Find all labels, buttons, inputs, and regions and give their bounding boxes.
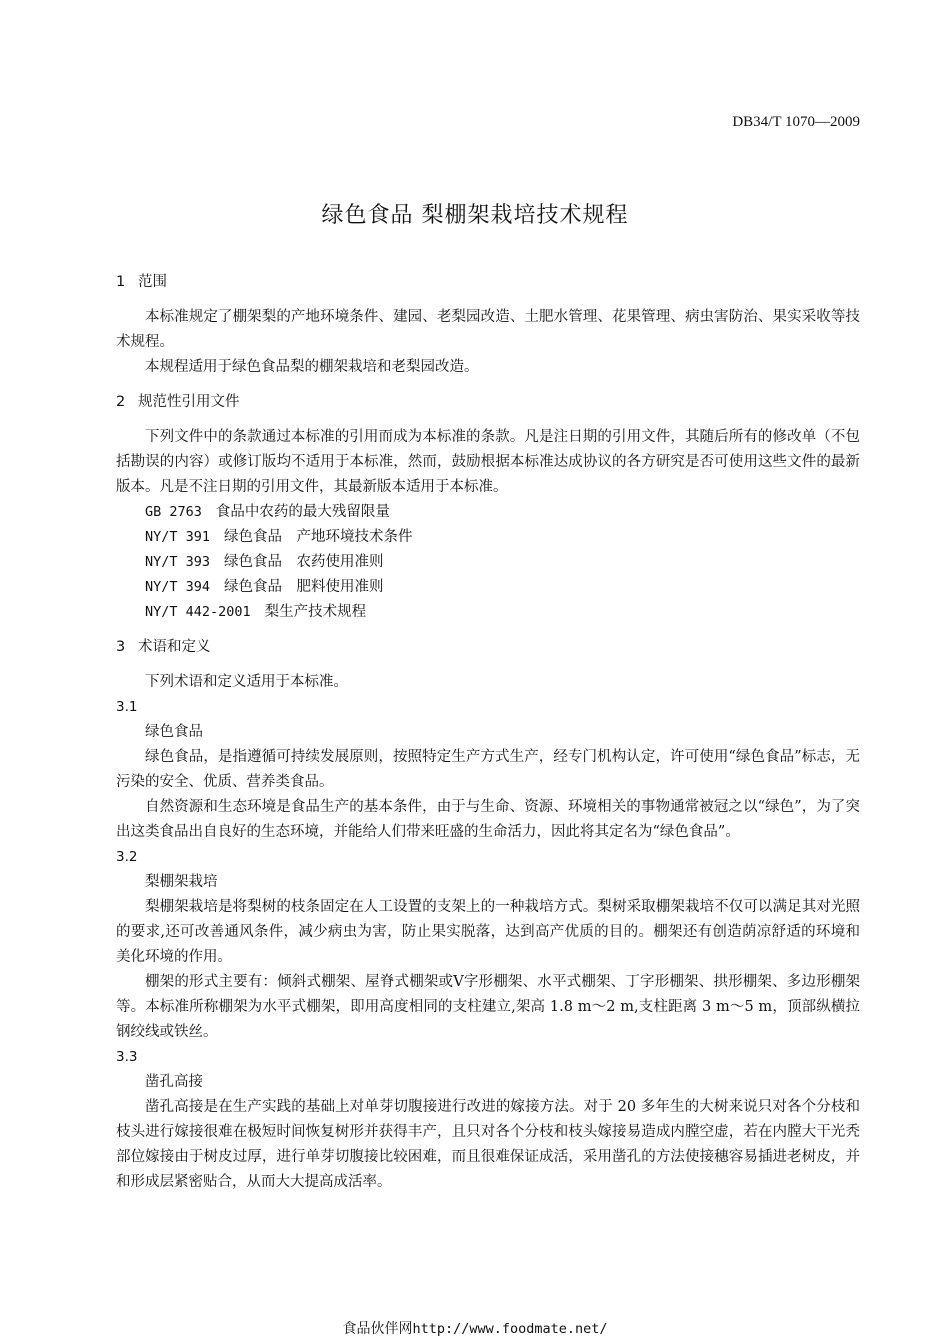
section-title: 范围	[138, 274, 167, 290]
paragraph: 梨棚架栽培是将梨树的枝条固定在人工设置的支架上的一种栽培方式。梨树采取棚架栽培不仅可以满足其对光照的要求,还可改善通风条件，减少病虫为害，防止果实脱落，达到高产优质的目的。棚架还有创造荫凉舒适的环境和美化环境的作用。	[116, 899, 860, 965]
section-title: 术语和定义	[138, 639, 211, 655]
section-heading-normative-references	[116, 390, 860, 415]
reference-item	[116, 575, 860, 600]
paragraph: 绿色食品，是指遵循可持续发展原则，按照特定生产方式生产，经专门机构认定，许可使用“绿色食品”标志，无污染的安全、优质、营养类食品。	[116, 749, 860, 790]
term-number: 3.2	[116, 849, 138, 865]
section-heading-terms-definitions	[116, 635, 860, 660]
reference-code: NY/T 394	[145, 579, 211, 595]
footer-url-link[interactable]: http://www.foodmate.net/	[412, 1321, 608, 1337]
reference-title: 梨生产技术规程	[264, 604, 367, 620]
reference-title: 绿色食品 肥料使用准则	[224, 579, 384, 595]
document-title: 绿色食品 梨棚架栽培技术规程	[321, 203, 629, 228]
term-number: 3.1	[116, 699, 138, 715]
paragraph: 下列文件中的条款通过本标准的引用而成为本标准的条款。凡是注日期的引用文件，其随后所有的修改单（不包括勘误的内容）或修订版均不适用于本标准，然而，鼓励根据本标准达成协议的各方研究是否可使用这些文件的最新版本。凡是不注日期的引用文件，其最新版本适用于本标准。	[116, 429, 860, 495]
reference-item	[116, 500, 860, 525]
document-body	[116, 270, 860, 1195]
reference-code: NY/T 391	[145, 529, 211, 545]
paragraph: 棚架的形式主要有：倾斜式棚架、屋脊式棚架或V字形棚架、水平式棚架、丁字形棚架、拱形棚架、多边形棚架等。本标准所称棚架为水平式棚架，即用高度相同的支柱建立,架高 1.8 m～2 m,支柱距离 3 m～5 m，顶部纵横拉钢绞线或铁丝。	[116, 974, 860, 1040]
section-heading-scope	[116, 270, 860, 295]
reference-code: NY/T 442-2001	[145, 604, 251, 620]
term-number: 3.3	[116, 1049, 138, 1065]
section-number: 1	[116, 274, 126, 290]
reference-item	[116, 525, 860, 550]
section-title: 规范性引用文件	[138, 394, 240, 410]
paragraph: 凿孔高接是在生产实践的基础上对单芽切腹接进行改进的嫁接方法。对于 20 多年生的大树来说只对各个分枝和枝头进行嫁接很难在极短时间恢复树形并获得丰产，且只对各个分枝和枝头嫁接易造成内膛空虚，若在内膛大干光秃部位嫁接由于树皮过厚，进行单芽切腹接比较困难，而且很难保证成活，采用凿孔的方法使接穗容易插进老树皮，并和形成层紧密贴合，从而大大提高成活率。	[116, 1099, 860, 1190]
reference-title: 食品中农药的最大残留限量	[215, 504, 390, 520]
reference-title: 绿色食品 农药使用准则	[224, 554, 384, 570]
reference-code: GB 2763	[145, 504, 202, 520]
term-name: 凿孔高接	[145, 1074, 203, 1090]
footer-site-name: 食品伙伴网	[342, 1321, 413, 1337]
paragraph: 本标准规定了棚架梨的产地环境条件、建园、老梨园改造、土肥水管理、花果管理、病虫害防治、果实采收等技术规程。	[116, 309, 860, 350]
paragraph: 本规程适用于绿色食品梨的棚架栽培和老梨园改造。	[145, 359, 479, 375]
reference-item	[116, 550, 860, 575]
paragraph: 下列术语和定义适用于本标准。	[145, 674, 348, 690]
reference-title: 绿色食品 产地环境技术条件	[224, 529, 413, 545]
page-footer	[0, 1318, 950, 1338]
section-number: 2	[116, 394, 126, 410]
section-number: 3	[116, 639, 126, 655]
document-number: DB34/T 1070—2009	[732, 114, 860, 130]
paragraph: 自然资源和生态环境是食品生产的基本条件，由于与生命、资源、环境相关的事物通常被冠之以“绿色”，为了突出这类食品出自良好的生态环境，并能给人们带来旺盛的生命活力，因此将其定名为“绿色食品”。	[116, 799, 860, 840]
reference-code: NY/T 393	[145, 554, 211, 570]
term-name: 绿色食品	[145, 724, 203, 740]
term-name: 梨棚架栽培	[145, 874, 218, 890]
reference-item	[116, 600, 860, 625]
